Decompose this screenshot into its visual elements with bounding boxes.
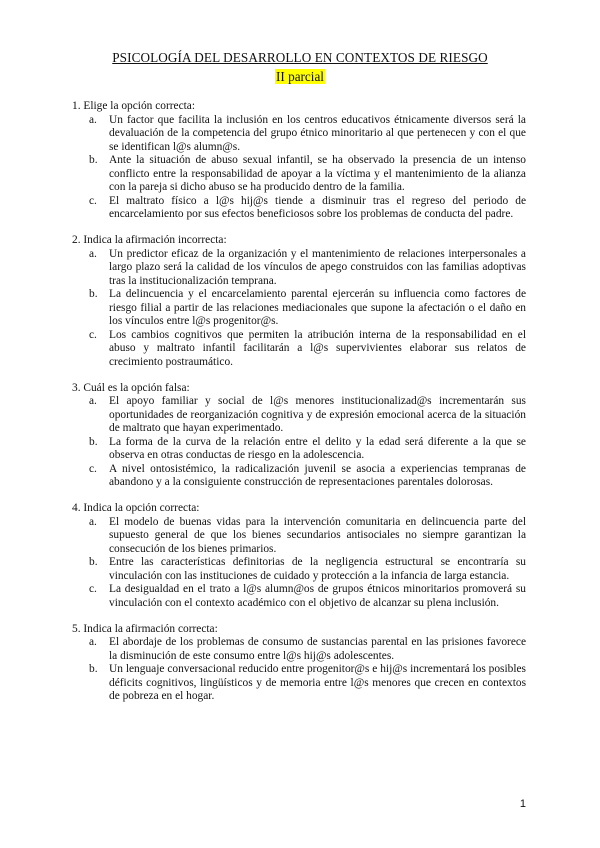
- question-3: [72, 382, 526, 490]
- subtitle-wrap: [0, 68, 600, 86]
- option-letter: b.: [89, 556, 98, 568]
- document-subtitle: II parcial: [276, 69, 324, 84]
- option-text: Los cambios cognitivos que permiten la atribución interna de la responsabilidad en el abuso y maltrato infantil facilitarán a l@s supervivientes elaborar sus relatos de crecimiento postraumático.: [109, 328, 526, 368]
- option-letter: c.: [89, 328, 97, 341]
- option-text: Entre las características definitorias de la negligencia estructural se encontraría su vinculación con las instituciones de cuidado y protección a la infancia de larga estancia.: [109, 556, 526, 582]
- question-4: [72, 502, 526, 610]
- option-item: [72, 195, 526, 222]
- option-letter: c.: [89, 194, 97, 207]
- question-label: 1. Elige la opción correcta:: [72, 100, 196, 112]
- option-item: [72, 436, 526, 463]
- option-list: [72, 248, 526, 370]
- option-item: [72, 288, 526, 329]
- option-item: [72, 395, 526, 436]
- option-text: Un factor que facilita la inclusión en los centros educativos étnicamente diversos será la devaluación de la competencia del grupo étnico minoritario al que pertenecen y con el que se identifican l@s alumn@s.: [109, 113, 526, 153]
- option-letter: a.: [89, 247, 97, 260]
- option-letter: b.: [89, 288, 98, 300]
- question-5: [72, 623, 526, 704]
- option-item: [72, 463, 526, 490]
- option-letter: a.: [89, 395, 97, 407]
- page-number: 1: [519, 798, 526, 810]
- option-text: La forma de la curva de la relación entre el delito y la edad será diferente a la que se observa en otras conductas de riesgo en la adolescencia.: [109, 435, 526, 461]
- option-list: [72, 395, 526, 490]
- option-item: [72, 329, 526, 370]
- option-letter: b.: [89, 154, 98, 166]
- option-text: A nivel ontosistémico, la radicalización juvenil se asocia a experiencias tempranas de abandono y a la consiguiente construcción de representaciones parentales dolorosas.: [109, 462, 526, 488]
- question-label: 3. Cuál es la opción falsa:: [72, 381, 190, 394]
- option-text: Un predictor eficaz de la organización y el mantenimiento de relaciones interpersonales a largo plazo será la calidad de los vínculos de apego construidos con las familias adoptivas tras la institucionalización temprana.: [109, 247, 526, 287]
- option-item: [72, 583, 526, 610]
- option-text: Un lenguaje conversacional reducido entre progenitor@s e hij@s incrementará los posibles déficits cognitivos, lingüísticos y de memoria entre l@s menores que crecen en contextos de pobreza en el hogar.: [109, 663, 526, 702]
- option-item: [72, 516, 526, 557]
- question-list: [72, 100, 526, 716]
- option-text: La delincuencia y el encarcelamiento parental ejercerán su influencia como factores de riesgo filial a partir de las relaciones mediacionales que supone la afectación o el daño en los vínculos entre l@s progenitor@s.: [109, 288, 526, 327]
- question-label: 5. Indica la afirmación correcta:: [72, 622, 218, 635]
- option-letter: c.: [89, 462, 97, 475]
- option-text: El maltrato físico a l@s hij@s tiende a disminuir tras el regreso del periodo de encarcelamiento por sus efectos beneficiosos sobre los problemas de conducta del padre.: [109, 194, 526, 220]
- question-2: [72, 234, 526, 369]
- option-letter: a.: [89, 515, 97, 528]
- option-letter: c.: [89, 583, 97, 595]
- option-list: [72, 114, 526, 222]
- option-text: El apoyo familiar y social de l@s menores institucionalizad@s incrementarán sus oportunidades de reorganización cognitiva y de expresión emocional acerca de la situación de maltrato que hayan experimentado.: [109, 395, 526, 434]
- option-item: [72, 248, 526, 289]
- option-item: [72, 636, 526, 663]
- option-letter: a.: [89, 636, 97, 648]
- question-label: 4. Indica la opción correcta:: [72, 502, 200, 514]
- option-letter: a.: [89, 113, 97, 126]
- option-text: La desigualdad en el trato a l@s alumn@os de grupos étnicos minoritarios promoverá su vinculación con el contexto académico con el objetivo de alcanzar su plena inclusión.: [109, 583, 526, 609]
- question-label: 2. Indica la afirmación incorrecta:: [72, 234, 227, 246]
- question-1: [72, 100, 526, 222]
- option-item: [72, 663, 526, 704]
- option-text: El modelo de buenas vidas para la intervención comunitaria en delincuencia parte del supuesto general de que los bienes secundarios antisociales no siempre garantizan la consecución de los bienes primarios.: [109, 515, 526, 555]
- option-item: [72, 114, 526, 155]
- document-title: PSICOLOGÍA DEL DESARROLLO EN CONTEXTOS DE RIESGO: [112, 50, 488, 65]
- option-item: [72, 556, 526, 583]
- option-list: [72, 636, 526, 704]
- option-list: [72, 516, 526, 611]
- option-text: El abordaje de los problemas de consumo de sustancias parental en las prisiones favorece la disminución de este consumo entre l@s hij@s adolescentes.: [109, 636, 526, 662]
- option-text: Ante la situación de abuso sexual infantil, se ha observado la presencia de un intenso conflicto entre la responsabilidad de apoyar a la víctima y el mantenimiento de la alianza con la pareja si dicho abuso se ha producido dentro de la familia.: [109, 154, 526, 193]
- option-item: [72, 154, 526, 195]
- option-letter: b.: [89, 663, 98, 675]
- option-letter: b.: [89, 435, 98, 448]
